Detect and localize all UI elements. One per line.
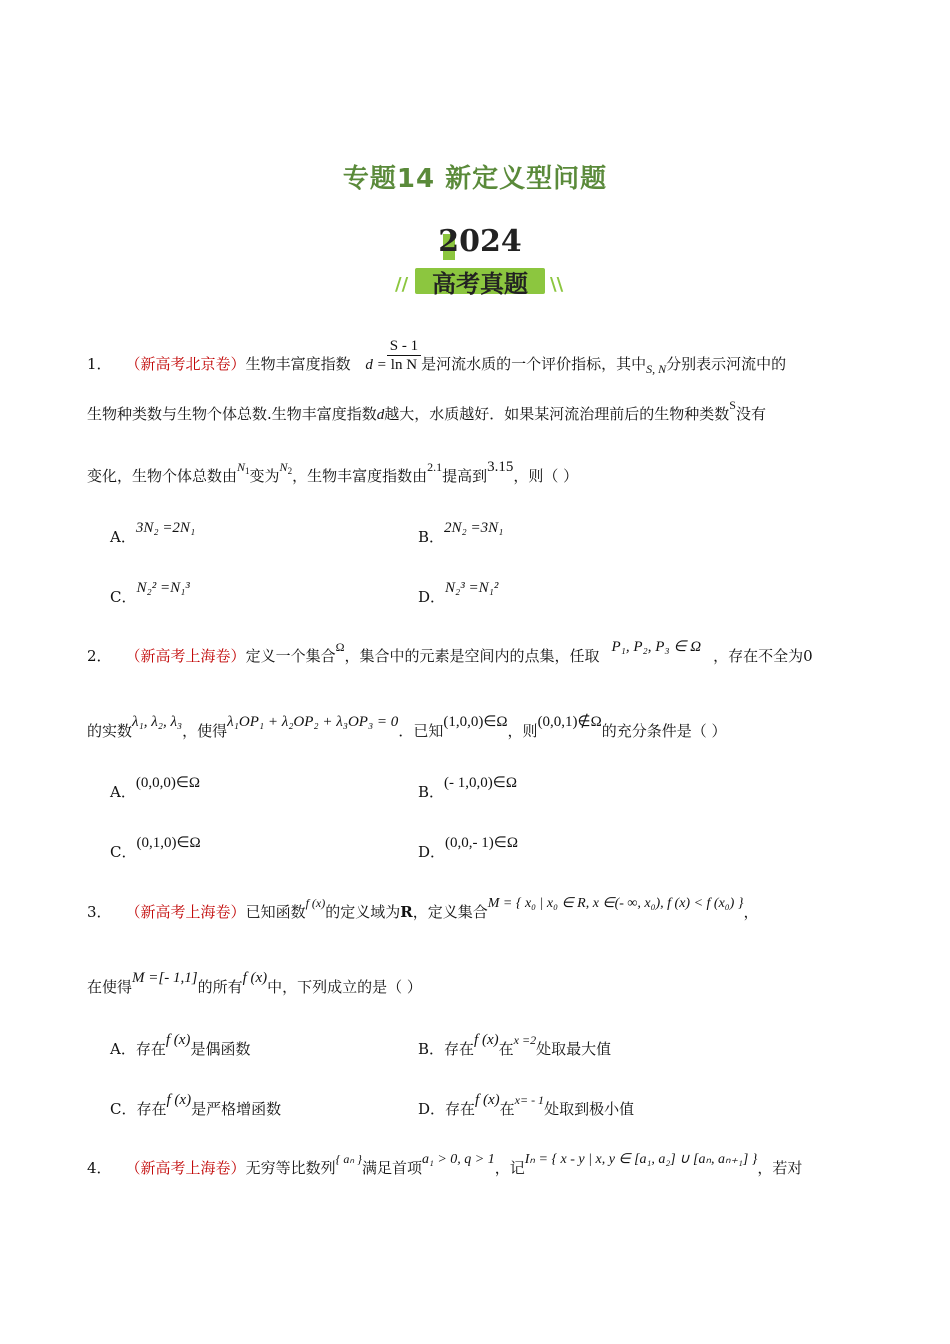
q3-text: ，: [743, 903, 759, 921]
q2-text: ，则: [507, 722, 538, 740]
deco-slash-left: //: [395, 274, 409, 295]
q1-text: 分别表示河流中的: [666, 355, 787, 373]
q3-math: M =[- 1,1]: [132, 970, 198, 986]
option-expression: (0,0,0)∈Ω: [135, 775, 201, 791]
q4-text: 无穷等比数列: [245, 1159, 336, 1177]
q3-text: ，定义集合: [412, 903, 488, 921]
q2-number: 2．: [87, 647, 112, 665]
q1-math: 3.15: [487, 459, 514, 475]
q2-text: ，存在不全为0: [713, 647, 813, 665]
q2-text: 定义一个集合: [245, 647, 336, 665]
q3-math: f (x): [305, 896, 326, 910]
deco-slash-right: \\: [550, 274, 564, 295]
option-letter: A．: [110, 1040, 136, 1058]
q4-math: { aₙ }: [335, 1152, 362, 1166]
option-text: 存在: [445, 1100, 476, 1118]
q2-math: P₁, P₂, P₃ ∈ Ω: [611, 639, 702, 655]
option-text: 存在: [136, 1100, 167, 1118]
q1-math: d: [376, 407, 385, 423]
q2-text: 的实数: [87, 722, 133, 740]
option-text: 处取到极小值: [544, 1100, 635, 1118]
q2-math: (1,0,0)∈Ω: [443, 714, 508, 730]
q2-source: （新高考上海卷）: [125, 647, 246, 665]
option-text: 在: [498, 1040, 514, 1058]
q2-option-a[interactable]: [110, 775, 201, 802]
q1-line-1: [87, 337, 787, 376]
q2-math: λ₁, λ₂, λ₃: [132, 714, 183, 730]
q1-math: 1: [245, 466, 250, 476]
q1-math: S: [729, 398, 736, 412]
q1-text: 生物种类数与生物个体总数.生物丰富度指数: [87, 405, 377, 423]
option-letter: D．: [418, 1100, 446, 1118]
q3-option-d[interactable]: [418, 1092, 635, 1119]
q1-text: 没有: [735, 405, 766, 423]
option-letter: B．: [418, 528, 445, 546]
q3-line-1: [87, 896, 759, 924]
q2-option-b[interactable]: [418, 775, 517, 802]
option-text: 是严格增函数: [191, 1100, 282, 1118]
q2-option-d[interactable]: [418, 835, 518, 862]
section-label: 高考真题: [432, 270, 528, 298]
q2-text: ．已知: [398, 722, 444, 740]
option-expression: (0,1,0)∈Ω: [136, 835, 201, 851]
q2-math: Ω: [335, 640, 345, 654]
q2-math: (0,0,1)∉Ω: [537, 714, 602, 730]
page-title: 专题14 新定义型问题: [342, 164, 608, 194]
q3-option-b[interactable]: [418, 1032, 612, 1059]
q3-source: （新高考上海卷）: [125, 903, 246, 921]
q1-math: 2.1: [427, 460, 443, 474]
q2-option-c[interactable]: [110, 835, 201, 862]
section-badge: [395, 224, 565, 302]
year-label: 2024: [438, 224, 522, 259]
q2-text: ，集合中的元素是空间内的点集，任取: [344, 647, 600, 665]
q2-line-2: [87, 714, 727, 742]
q1-option-a[interactable]: [110, 520, 196, 547]
option-expression: 2N₂ =3N₁: [444, 520, 504, 536]
q1-math: N: [279, 460, 288, 474]
q4-number: 4．: [87, 1159, 112, 1177]
q4-source: （新高考上海卷）: [125, 1159, 246, 1177]
q1-math: N: [237, 460, 246, 474]
q2-line-1: [87, 639, 813, 667]
q1-line-2: [87, 398, 766, 425]
q1-text: ，生物丰富度指数由: [292, 467, 428, 485]
q2-math: λ₁OP₁ + λ₂OP₂ + λ₃OP₃ = 0: [227, 714, 399, 730]
option-expression: x= - 1: [514, 1093, 545, 1107]
q1-text: 提高到: [442, 467, 488, 485]
q3-line-2: [87, 970, 422, 998]
option-letter: D．: [418, 843, 446, 861]
q4-line-1: [87, 1152, 803, 1180]
q1-option-b[interactable]: [418, 520, 504, 547]
q3-text: 中，下列成立的是（ ）: [267, 978, 422, 996]
q1-text: 越大，水质越好．如果某河流治理前后的生物种类数: [384, 405, 730, 423]
option-letter: A．: [110, 528, 136, 546]
q3-math: M = { x₀ | x₀ ∈ R, x ∈(- ∞, x₀), f (x) < f (x₀) }: [487, 896, 744, 911]
option-expression: (0,0,- 1)∈Ω: [445, 835, 518, 851]
q3-option-c[interactable]: [110, 1092, 282, 1119]
q3-text: 在使得: [87, 978, 133, 996]
option-expression: 3N₂ =2N₁: [135, 520, 196, 536]
option-letter: D．: [418, 588, 446, 606]
option-text: 存在: [444, 1040, 475, 1058]
q1-text: 生物丰富度指数: [245, 355, 351, 373]
option-expression: x =2: [513, 1033, 537, 1047]
option-letter: A．: [110, 783, 136, 801]
q2-text: ，使得: [182, 722, 228, 740]
option-letter: C．: [110, 843, 137, 861]
q1-text: 是河流水质的一个评价指标，其中: [421, 355, 647, 373]
option-text: 存在: [135, 1040, 166, 1058]
option-letter: C．: [110, 1100, 137, 1118]
q1-fraction: [387, 337, 421, 374]
q1-text: ，则（ ）: [513, 467, 579, 485]
q1-line-3: [87, 459, 579, 488]
q3-text: 的所有: [197, 978, 243, 996]
q4-math: Iₙ = { x - y | x, y ∈ [a₁, a₂] ∪ [aₙ, aₙ₊₁] }: [524, 1152, 758, 1167]
q3-option-a[interactable]: [110, 1032, 251, 1059]
option-expression: f (x): [166, 1092, 192, 1108]
option-text: 处取最大值: [536, 1040, 612, 1058]
q3-text: 已知函数: [245, 903, 306, 921]
q1-frac-denominator: ln N: [390, 356, 418, 373]
option-letter: B．: [418, 783, 445, 801]
q1-frac-numerator: S - 1: [387, 337, 421, 356]
option-expression: (- 1,0,0)∈Ω: [444, 775, 517, 791]
q1-math: S, N: [646, 362, 667, 376]
q4-text: ，若对: [757, 1159, 803, 1177]
q2-text: 的充分条件是（ ）: [601, 722, 727, 740]
q1-option-c[interactable]: [110, 580, 190, 607]
option-expression: N₂² =N₁³: [136, 580, 190, 596]
q3-text: 的定义域为: [325, 903, 401, 921]
q3-math: f (x): [242, 970, 268, 986]
q3-number: 3．: [87, 903, 112, 921]
q1-text: 变化，生物个体总数由: [87, 467, 238, 485]
q4-text: ，记: [494, 1159, 525, 1177]
option-letter: B．: [418, 1040, 445, 1058]
q1-number: 1．: [87, 355, 112, 373]
option-letter: C．: [110, 588, 137, 606]
option-text: 在: [499, 1100, 515, 1118]
option-expression: f (x): [165, 1032, 191, 1048]
q4-math: a₁ > 0, q > 1: [421, 1152, 495, 1167]
q1-formula-lhs: d =: [365, 357, 387, 373]
option-expression: f (x): [475, 1092, 500, 1108]
q1-text: 变为: [249, 467, 280, 485]
q3-math: R: [400, 903, 413, 921]
q1-math: 2: [287, 466, 293, 476]
q1-option-d[interactable]: [418, 580, 499, 607]
q1-source: （新高考北京卷）: [125, 355, 246, 373]
option-text: 是偶函数: [190, 1040, 251, 1058]
q4-text: 满足首项: [361, 1159, 422, 1177]
option-expression: N₂³ =N₁²: [445, 580, 499, 596]
option-expression: f (x): [474, 1032, 499, 1048]
